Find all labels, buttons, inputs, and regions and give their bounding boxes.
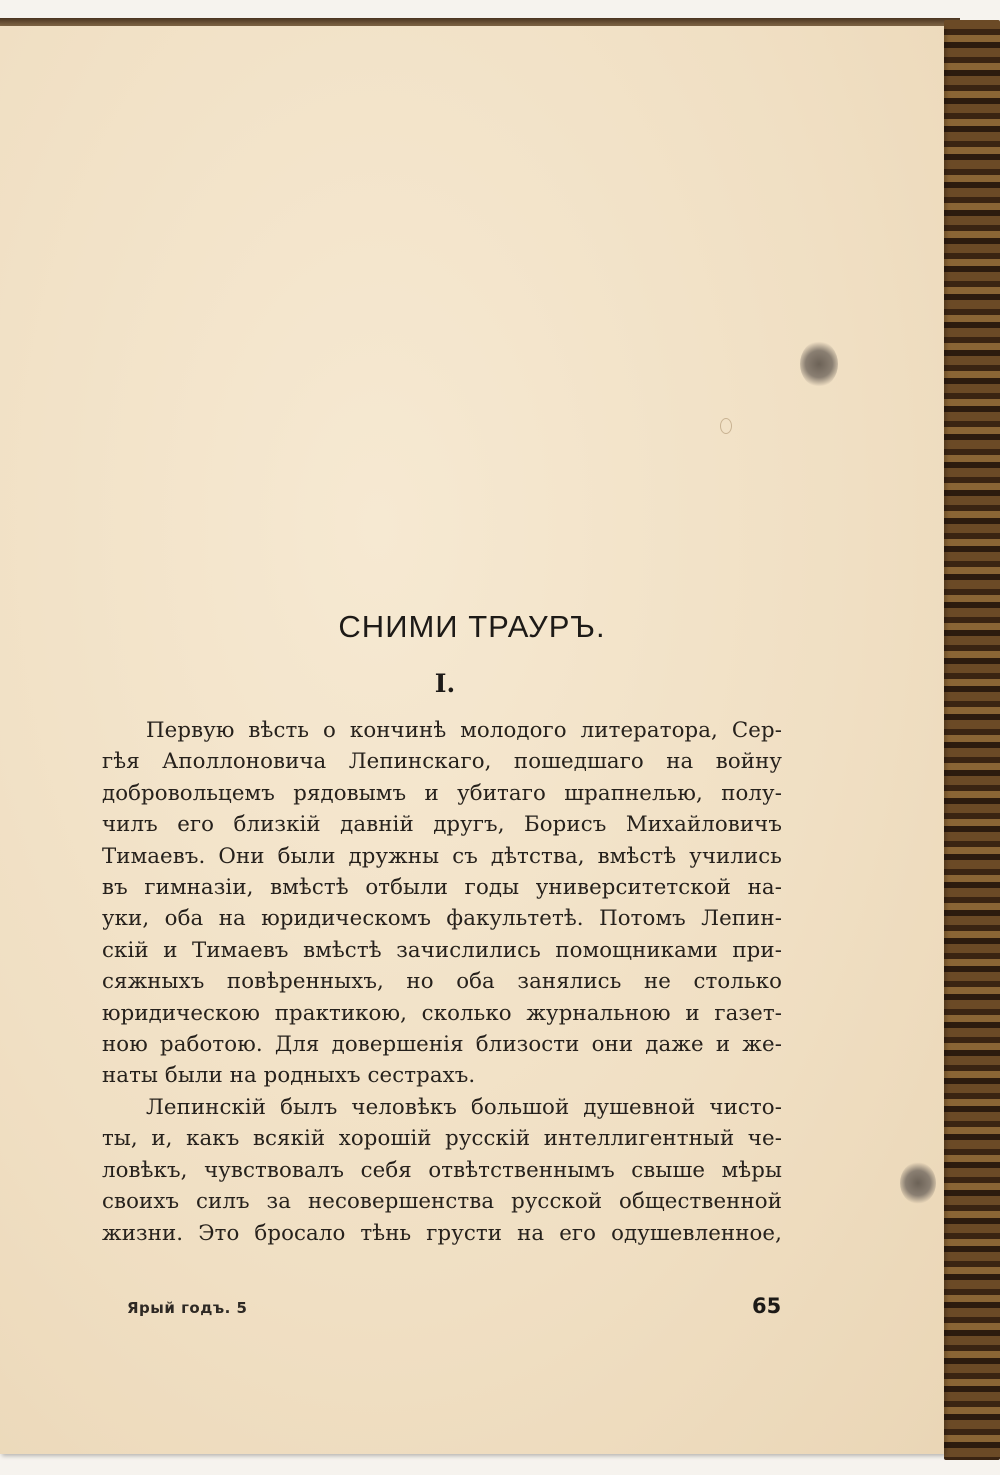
section-number: I. — [434, 669, 456, 698]
paragraph — [102, 715, 782, 1092]
text-line: Первую вѣсть о кончинѣ молодого литератора, Сер- — [146, 718, 782, 743]
text-line: наты были на родныхъ сестрахъ. — [102, 1063, 476, 1089]
text-line: ною работою. Для довершенія близости они даже и же- — [102, 1032, 782, 1058]
text-line: сяжныхъ повѣренныхъ, но оба занялись не столько — [102, 969, 782, 995]
book-page — [0, 26, 944, 1454]
text-line: ты, и, какъ всякій хорошій русскій интеллигентный че- — [102, 1126, 782, 1152]
text-line: Тимаевъ. Они были дружны съ дѣтства, вмѣстѣ учились — [102, 843, 782, 869]
text-line: скій и Тимаевъ вмѣстѣ зачислились помощниками при- — [102, 937, 782, 963]
text-line: ловѣкъ, чувствовалъ себя отвѣтственнымъ свыше мѣры — [102, 1157, 782, 1183]
text-line: юридическою практикою, сколько журнальною и газет- — [102, 1000, 782, 1026]
paper-stain — [800, 341, 838, 387]
paragraph — [102, 1092, 782, 1249]
chapter-title: СНИМИ ТРАУРЪ. — [338, 609, 606, 644]
paper-stain — [900, 1162, 936, 1204]
page-number: 65 — [752, 1294, 782, 1318]
text-line: въ гимназіи, вмѣстѣ отбыли годы университетской на- — [102, 875, 782, 901]
book-binding — [944, 20, 1000, 1460]
printer-signature: Ярый годъ. 5 — [127, 1299, 248, 1317]
text-line: уки, оба на юридическомъ факультетѣ. Потомъ Лепин- — [102, 906, 782, 932]
text-line: гѣя Аполлоновича Лепинскаго, пошедшаго на войну — [102, 749, 782, 775]
text-line: чилъ его близкій давній другъ, Борисъ Михайловичъ — [102, 812, 782, 838]
text-line: Лепинскій былъ человѣкъ большой душевной чисто- — [146, 1094, 782, 1120]
text-line: своихъ силъ за несовершенства русской общественной — [102, 1189, 782, 1215]
text-line: жизни. Это бросало тѣнь грусти на его одушевленное, — [102, 1220, 782, 1246]
paper-mark — [720, 418, 732, 434]
text-line: добровольцемъ рядовымъ и убитаго шрапнелью, полу- — [102, 780, 782, 806]
body-text — [102, 715, 782, 1249]
